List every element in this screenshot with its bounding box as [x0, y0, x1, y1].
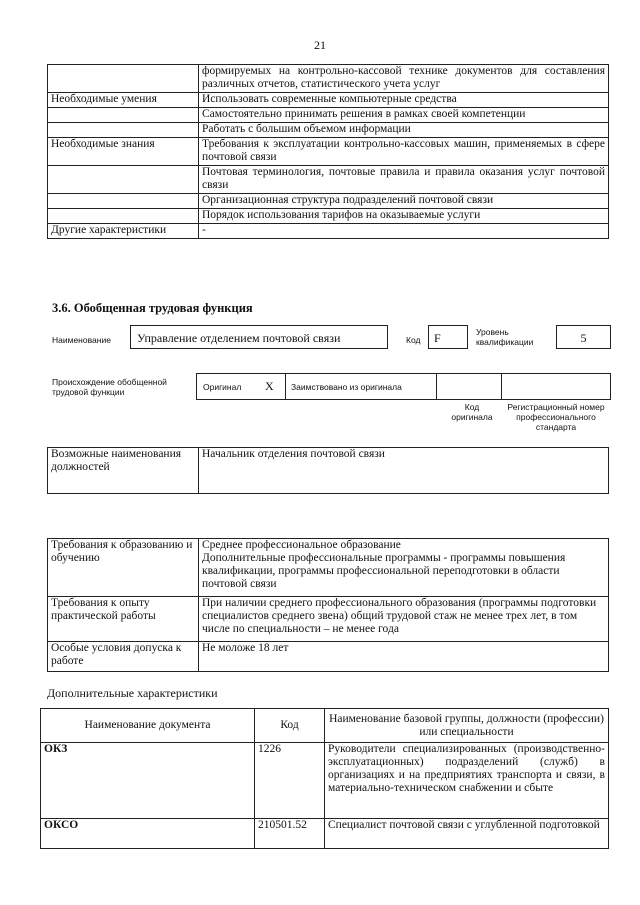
extra-code: 210501.52: [255, 819, 325, 849]
section-title: 3.6. Обобщенная трудовая функция: [52, 301, 253, 315]
reg-number-box: [501, 373, 611, 400]
origin-label: Происхождение обобщенной трудовой функции: [52, 377, 167, 397]
original-label: Оригинал: [203, 382, 242, 392]
requirement-value: [199, 642, 609, 672]
table-cell-text: Почтовая терминология, почтовые правила и правила оказания услуг почтовой связи: [199, 166, 609, 194]
extra-code: 1226: [255, 743, 325, 819]
table-cell-text: Использовать современные компьютерные средства: [199, 93, 609, 108]
code-original-box: [436, 373, 502, 400]
table-cell-text: Работать с большим объемом информации: [199, 123, 609, 138]
requirement-label: Требования к образованию и обучению: [48, 539, 199, 597]
table-cell-text: Организационная структура подразделений почтовой связи: [199, 194, 609, 209]
extra-header: Наименование документа: [41, 709, 255, 743]
extra-header: Код: [255, 709, 325, 743]
table-cell-text: формируемых на контрольно-кассовой технике документов для составления различных отчетов, статистического учета услуг: [199, 65, 609, 93]
table-cell-label: [48, 209, 199, 224]
requirement-value: [199, 597, 609, 642]
requirements-table: [47, 538, 609, 672]
original-mark: X: [265, 379, 274, 393]
original-box: [196, 373, 286, 400]
requirement-line: Не моложе 18 лет: [202, 642, 289, 654]
table-cell-label: Необходимые умения: [48, 93, 199, 108]
table-cell-text: Порядок использования тарифов на оказываемые услуги: [199, 209, 609, 224]
table-cell-text: Самостоятельно принимать решения в рамках своей компетенции: [199, 108, 609, 123]
borrowed-label: Заимствовано из оригинала: [291, 382, 402, 392]
competencies-table: [47, 64, 609, 239]
extra-name: Руководители специализированных (производственно-эксплуатационных) подразделений (служб) в организациях и на предприятиях транспорта и связи, в материально-техническом снабжении и сбыте: [325, 743, 609, 819]
reg-number-label: Регистрационный номер профессионального стандарта: [507, 402, 605, 432]
code-original-label: Код оригинала: [451, 402, 493, 422]
table-cell-label: [48, 194, 199, 209]
positions-value: Начальник отделения почтовой связи: [199, 448, 609, 494]
extra-doc: ОКСО: [41, 819, 255, 849]
extra-header: Наименование базовой группы, должности (профессии) или специальности: [325, 709, 609, 743]
qualification-level: 5: [556, 325, 611, 349]
extra-doc: ОКЗ: [41, 743, 255, 819]
requirement-line: Дополнительные профессиональные программы - программы повышения квалификации, программы профессиональной переподготовки в области почтовой связи: [202, 552, 566, 590]
level-label: Уровень квалификации: [476, 327, 534, 347]
table-cell-label: [48, 123, 199, 138]
borrowed-box: [285, 373, 437, 400]
positions-label: Возможные наименования должностей: [48, 448, 199, 494]
extra-name: Специалист почтовой связи с углубленной подготовкой: [325, 819, 609, 849]
page-number: 21: [314, 38, 326, 52]
code-label: Код: [406, 335, 421, 345]
table-cell-label: [48, 166, 199, 194]
table-cell-label: [48, 65, 199, 93]
table-cell-label: [48, 108, 199, 123]
extra-title: Дополнительные характеристики: [47, 686, 218, 700]
positions-table: [47, 447, 609, 494]
table-cell-text: Требования к эксплуатации контрольно-кассовых машин, применяемых в сфере почтовой связи: [199, 138, 609, 166]
table-cell-label: Необходимые знания: [48, 138, 199, 166]
requirement-value: [199, 539, 609, 597]
table-cell-label: Другие характеристики: [48, 224, 199, 239]
table-cell-text: -: [199, 224, 609, 239]
requirement-line: Среднее профессиональное образование: [202, 539, 401, 551]
requirement-line: При наличии среднего профессионального образования (программы подготовки специалистов среднего звена) общий трудовой стаж не менее трех лет, в том числе по специальности – не менее года: [202, 597, 597, 635]
function-name: Управление отделением почтовой связи: [130, 325, 388, 349]
name-label: Наименование: [52, 335, 111, 345]
extra-table: [40, 708, 609, 849]
requirement-label: Требования к опыту практической работы: [48, 597, 199, 642]
requirement-label: Особые условия допуска к работе: [48, 642, 199, 672]
function-code: F: [428, 325, 468, 349]
